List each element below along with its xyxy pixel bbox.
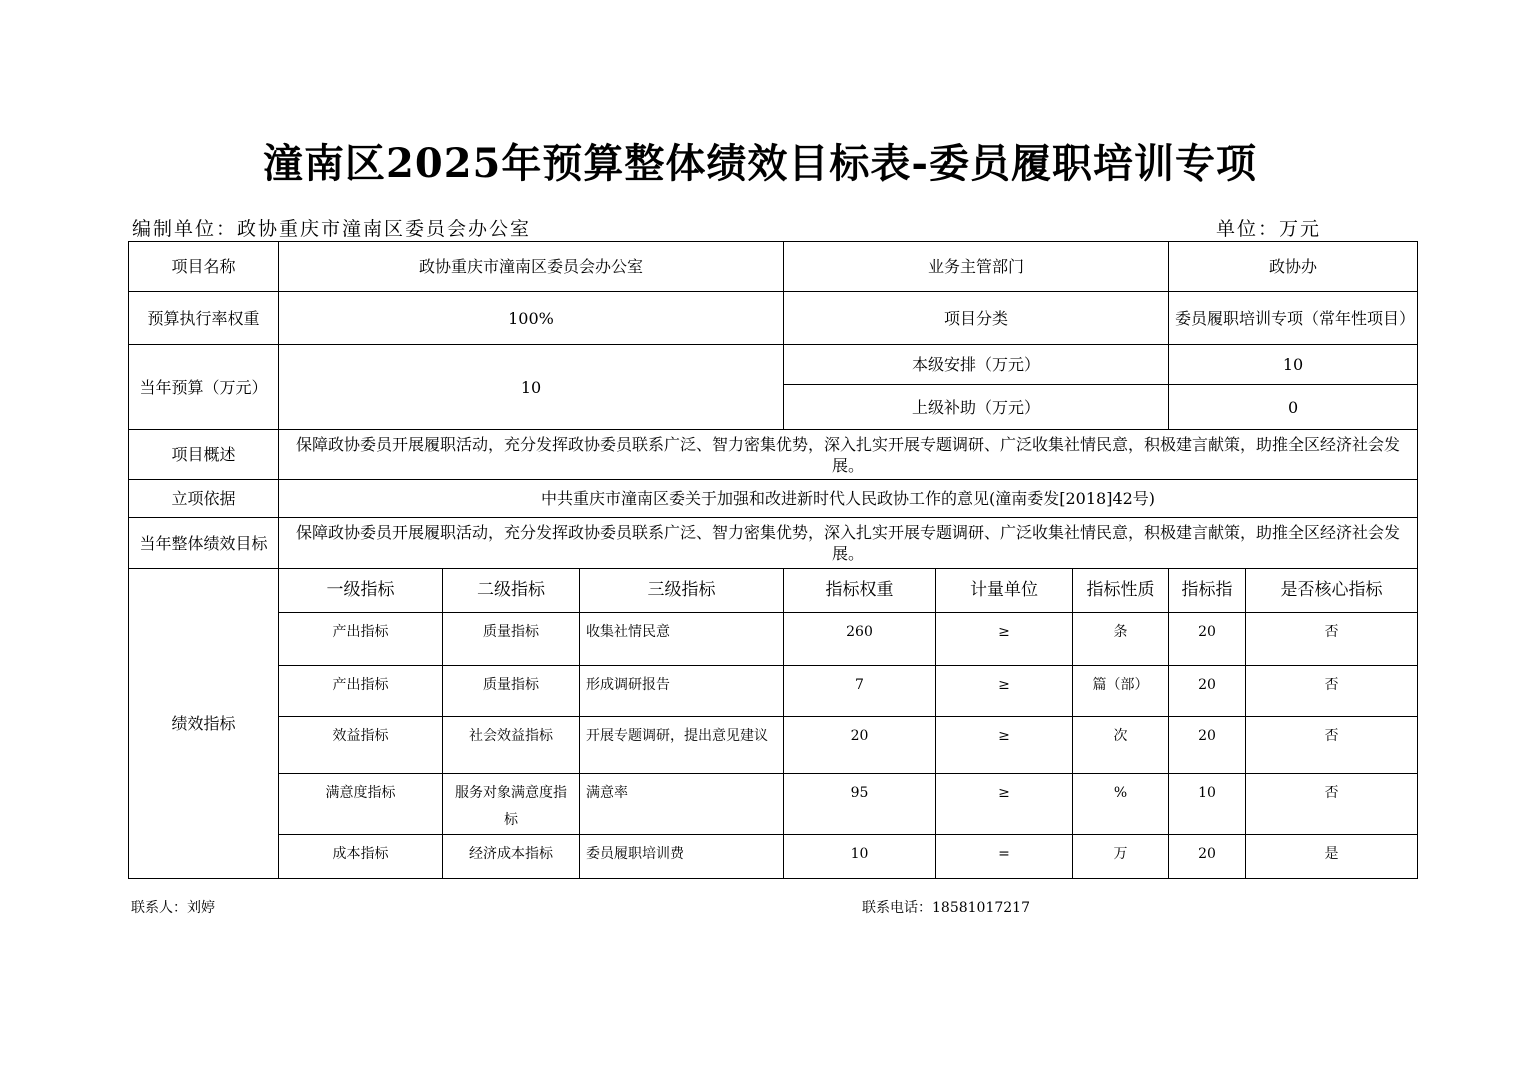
cell-value: 20 — [1169, 613, 1246, 666]
cell-level3: 开展专题调研，提出意见建议 — [580, 717, 784, 774]
cell-level1: 成本指标 — [279, 835, 443, 879]
cell-nature: 次 — [1073, 717, 1169, 774]
budget-label: 当年预算（万元） — [129, 345, 279, 430]
cell-core: 否 — [1246, 666, 1418, 717]
contact-person: 联系人：刘婷 — [131, 900, 215, 916]
cell-level2: 服务对象满意度指标 — [443, 774, 580, 835]
basis-label: 立项依据 — [129, 480, 279, 518]
contact-phone: 联系电话：18581017217 — [862, 900, 1030, 916]
cell-weight: 7 — [784, 666, 936, 717]
category-label: 项目分类 — [784, 292, 1169, 345]
cell-level1: 满意度指标 — [279, 774, 443, 835]
project-name-value: 政协重庆市潼南区委员会办公室 — [279, 242, 784, 292]
table-row — [129, 666, 1418, 717]
cell-level2: 社会效益指标 — [443, 717, 580, 774]
cell-core: 否 — [1246, 717, 1418, 774]
indicators-label: 绩效指标 — [129, 569, 279, 879]
goal-label: 当年整体绩效目标 — [129, 518, 279, 569]
page-title: 潼南区2025年预算整体绩效目标表-委员履职培训专项 — [263, 140, 1257, 187]
header-nature: 指标性质 — [1073, 569, 1169, 613]
cell-core: 否 — [1246, 613, 1418, 666]
cell-value: 20 — [1169, 666, 1246, 717]
header-core: 是否核心指标 — [1246, 569, 1418, 613]
cell-level1: 效益指标 — [279, 717, 443, 774]
cell-level2: 质量指标 — [443, 613, 580, 666]
superior-label: 上级补助（万元） — [784, 385, 1169, 430]
cell-core: 否 — [1246, 774, 1418, 835]
local-value: 10 — [1169, 345, 1418, 385]
cell-unit: ≥ — [936, 613, 1073, 666]
superior-value: 0 — [1169, 385, 1418, 430]
header-level1: 一级指标 — [279, 569, 443, 613]
overview-value: 保障政协委员开展履职活动，充分发挥政协委员联系广泛、智力密集优势，深入扎实开展专题调研、广泛收集社情民意，积极建言献策，助推全区经济社会发展。 — [279, 430, 1418, 480]
project-name-label: 项目名称 — [129, 242, 279, 292]
cell-unit: ≥ — [936, 717, 1073, 774]
dept-value: 政协办 — [1169, 242, 1418, 292]
cell-level3: 形成调研报告 — [580, 666, 784, 717]
cell-level3: 满意率 — [580, 774, 784, 835]
header-weight: 指标权重 — [784, 569, 936, 613]
header-unit: 计量单位 — [936, 569, 1073, 613]
table-row — [129, 717, 1418, 774]
cell-level2: 质量指标 — [443, 666, 580, 717]
cell-level3: 委员履职培训费 — [580, 835, 784, 879]
cell-value: 20 — [1169, 835, 1246, 879]
exec-weight-value: 100% — [279, 292, 784, 345]
prepared-by: 编制单位：政协重庆市潼南区委员会办公室 — [132, 218, 532, 240]
header-value: 指标指 — [1169, 569, 1246, 613]
cell-level2: 经济成本指标 — [443, 835, 580, 879]
performance-table — [128, 241, 1418, 879]
cell-nature: 万 — [1073, 835, 1169, 879]
header-level3: 三级指标 — [580, 569, 784, 613]
cell-level1: 产出指标 — [279, 666, 443, 717]
cell-value: 10 — [1169, 774, 1246, 835]
cell-unit: ≥ — [936, 666, 1073, 717]
exec-weight-label: 预算执行率权重 — [129, 292, 279, 345]
cell-value: 20 — [1169, 717, 1246, 774]
basis-value: 中共重庆市潼南区委关于加强和改进新时代人民政协工作的意见(潼南委发[2018]42号) — [279, 480, 1418, 518]
header-level2: 二级指标 — [443, 569, 580, 613]
table-row — [129, 835, 1418, 879]
cell-weight: 260 — [784, 613, 936, 666]
cell-nature: 条 — [1073, 613, 1169, 666]
cell-level3: 收集社情民意 — [580, 613, 784, 666]
cell-unit: ≥ — [936, 774, 1073, 835]
cell-weight: 10 — [784, 835, 936, 879]
overview-label: 项目概述 — [129, 430, 279, 480]
cell-weight: 95 — [784, 774, 936, 835]
unit-label: 单位：万元 — [1216, 218, 1322, 240]
goal-value: 保障政协委员开展履职活动，充分发挥政协委员联系广泛、智力密集优势，深入扎实开展专题调研、广泛收集社情民意，积极建言献策，助推全区经济社会发展。 — [279, 518, 1418, 569]
local-label: 本级安排（万元） — [784, 345, 1169, 385]
cell-core: 是 — [1246, 835, 1418, 879]
cell-nature: % — [1073, 774, 1169, 835]
table-row — [129, 613, 1418, 666]
budget-value: 10 — [279, 345, 784, 430]
dept-label: 业务主管部门 — [784, 242, 1169, 292]
category-value: 委员履职培训专项（常年性项目） — [1169, 292, 1418, 345]
cell-level1: 产出指标 — [279, 613, 443, 666]
cell-unit: = — [936, 835, 1073, 879]
table-row — [129, 774, 1418, 835]
cell-weight: 20 — [784, 717, 936, 774]
cell-nature: 篇（部） — [1073, 666, 1169, 717]
